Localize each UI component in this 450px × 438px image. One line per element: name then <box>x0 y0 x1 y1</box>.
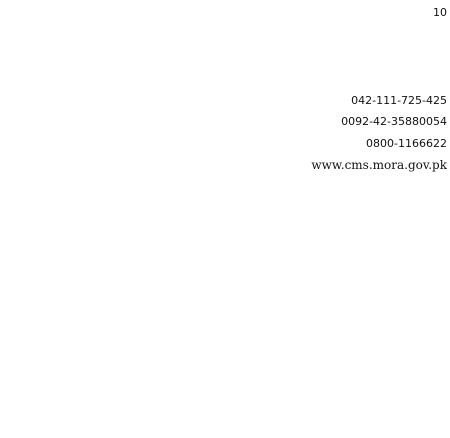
phone-tollfree: 0800-1166622 <box>366 137 447 151</box>
text-line-10 <box>3 199 447 221</box>
text-line-9 <box>3 177 447 199</box>
text-line-5 <box>3 90 447 112</box>
text-line-19 <box>3 396 447 418</box>
figure-days: 10 <box>433 6 447 19</box>
text-line-3 <box>3 46 447 68</box>
text-line-12 <box>3 243 447 265</box>
website-link[interactable]: www.cms.mora.gov.pk <box>311 158 447 173</box>
text-line-8 <box>3 155 447 177</box>
text-line-6 <box>3 111 447 133</box>
text-line-20 <box>3 418 447 438</box>
text-line-4 <box>3 68 447 90</box>
phone-saudi: 0092-42-35880054 <box>341 115 447 129</box>
text-line-7 <box>3 133 447 155</box>
text-line-15 <box>3 308 447 330</box>
text-line-14 <box>3 287 447 309</box>
text-line-11 <box>3 221 447 243</box>
text-line-13 <box>3 265 447 287</box>
text-line-2 <box>3 24 447 46</box>
text-line-16 <box>3 330 447 352</box>
text-line-1 <box>3 2 447 24</box>
text-line-17 <box>3 352 447 374</box>
text-line-18 <box>3 374 447 396</box>
phone-pakistan: 042-111-725-425 <box>351 93 447 107</box>
